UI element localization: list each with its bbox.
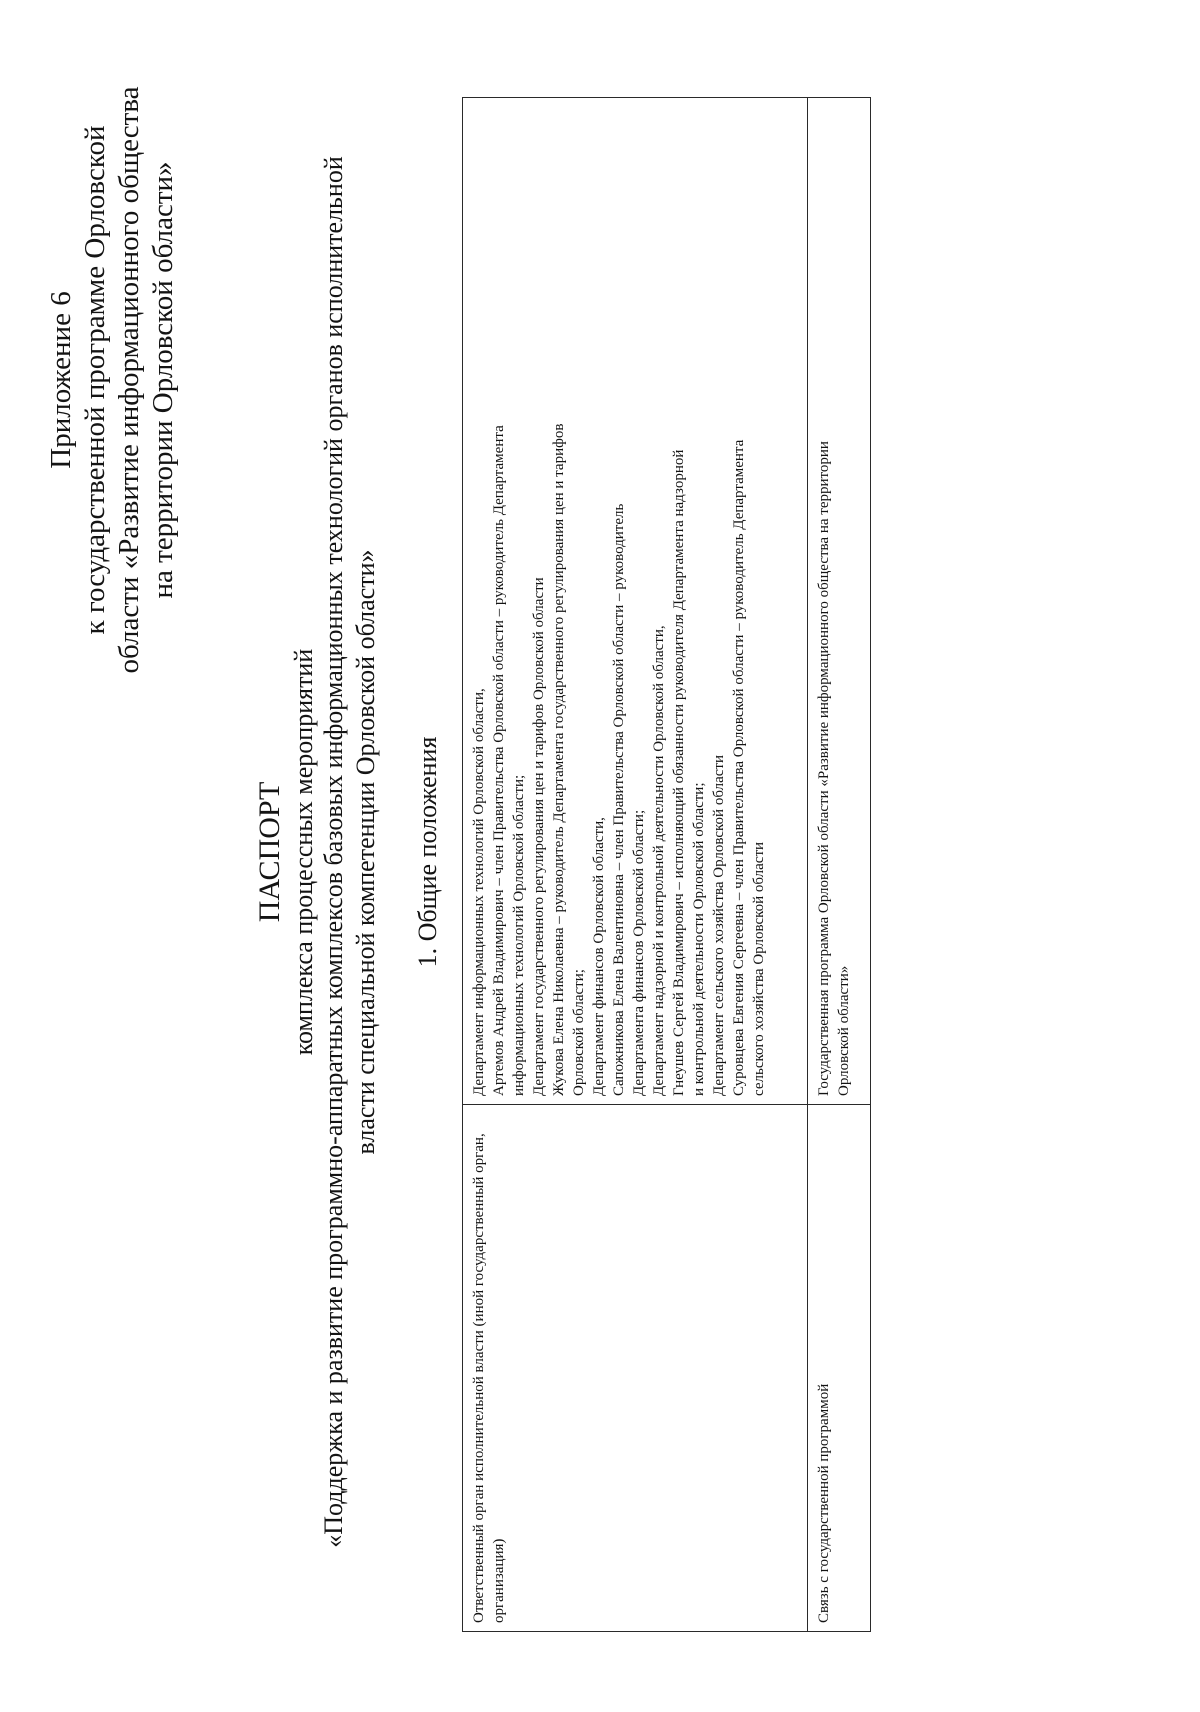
value-line: Департамент финансов Орловской области,	[591, 817, 607, 1096]
value-line: Департамент информационных технологий Орловской области,	[471, 688, 487, 1096]
complex-name-line: «Поддержка и развитие программно-аппаратных комплексов базовых информационных технологий органов исполнительной	[319, 156, 348, 1548]
value-line: Департамент государственного регулирования цен и тарифов Орловской области	[531, 577, 547, 1096]
appendix-line: области «Развитие информационного общества	[113, 86, 145, 674]
row-value	[463, 98, 808, 1105]
document-title: ПАСПОРТ	[253, 781, 286, 923]
value-line: Департамент сельского хозяйства Орловской области	[711, 755, 727, 1096]
value-line: информационных технологий Орловской области;	[511, 774, 527, 1096]
appendix-note	[44, 40, 180, 720]
value-line: Жукова Елена Николаевна – руководитель Департамента государственного регулирования цен и тарифов	[551, 423, 567, 1096]
value-line: Департамента финансов Орловской области;	[631, 809, 647, 1096]
value-line: Артемов Андрей Владимирович – член Правительства Орловской области – руководитель Департамента	[491, 425, 507, 1096]
complex-name	[318, 32, 382, 1672]
general-provisions-table	[462, 97, 871, 1632]
value-line: Орловской области»	[836, 965, 852, 1096]
appendix-line: на территории Орловской области»	[147, 161, 179, 599]
appendix-line: Приложение 6	[45, 291, 77, 469]
value-line: Орловской области;	[571, 969, 587, 1096]
value-line: Государственная программа Орловской области «Развитие информационного общества на территории	[816, 441, 832, 1096]
table-row	[808, 98, 871, 1632]
row-value	[808, 98, 871, 1105]
row-label: Ответственный орган исполнительной власти (иной государственный орган, организация)	[463, 1105, 808, 1632]
table-row	[463, 98, 808, 1632]
value-line: Суровцева Евгения Сергеевна – член Правительства Орловской области – руководитель Департамента	[731, 439, 747, 1096]
row-label: Связь с государственной программой	[808, 1105, 871, 1632]
section-heading: 1. Общие положения	[413, 736, 442, 968]
document-subtitle: комплекса процессных мероприятий	[289, 648, 318, 1056]
complex-name-line: власти специальной компетенции Орловской области»	[351, 549, 380, 1155]
value-line: Гнеушев Сергей Владимирович – исполняющий обязанности руководителя Департамента надзорной	[671, 449, 687, 1096]
value-line: Сапожникова Елена Валентиновна – член Правительства Орловской области – руководитель	[611, 503, 627, 1096]
appendix-line: к государственной программе Орловской	[79, 125, 111, 635]
value-line: сельского хозяйства Орловской области	[751, 841, 767, 1096]
value-line: Департамент надзорной и контрольной деятельности Орловской области,	[651, 625, 667, 1096]
value-line: и контрольной деятельности Орловской области;	[691, 782, 707, 1096]
